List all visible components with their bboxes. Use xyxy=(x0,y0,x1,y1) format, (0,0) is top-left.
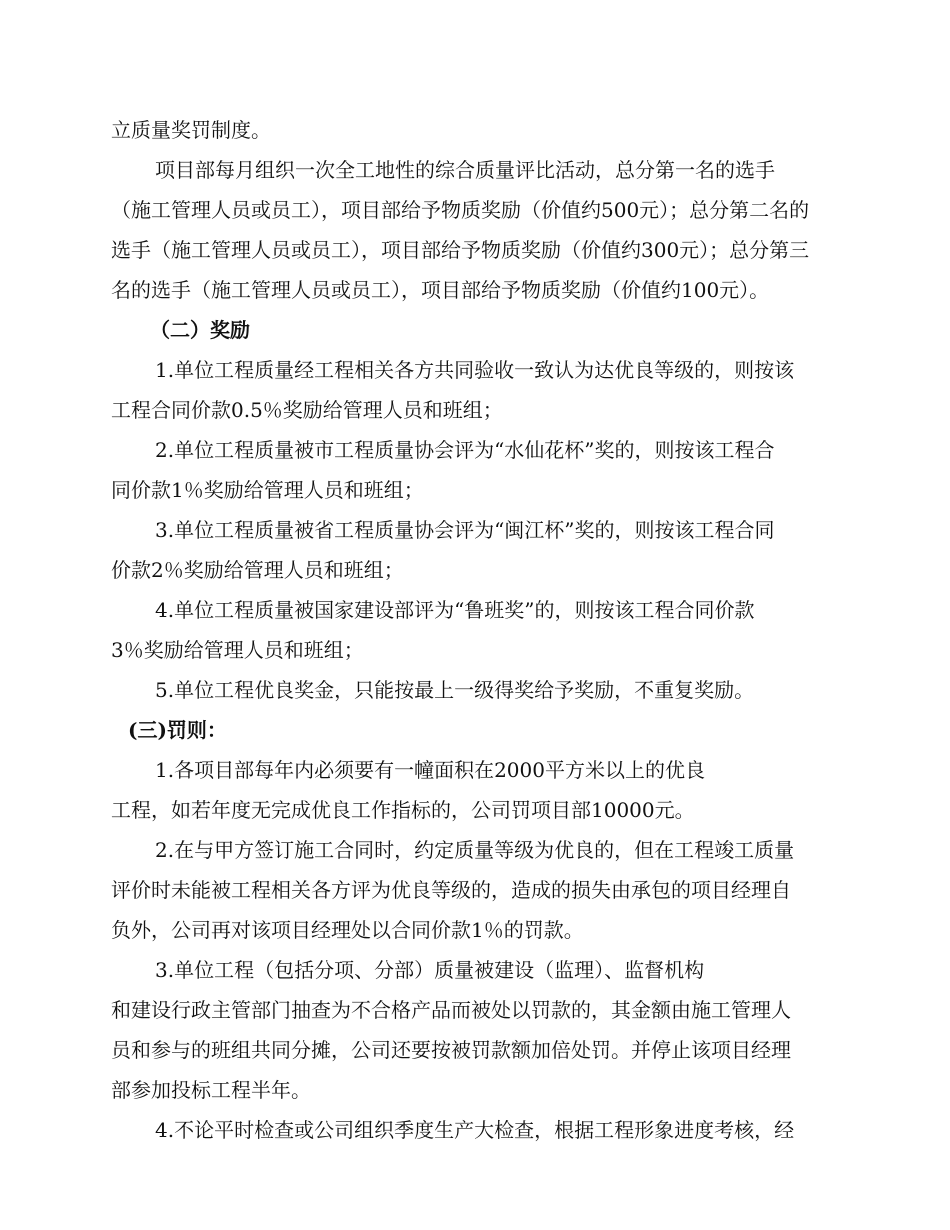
paragraph-line: 5.单位工程优良奖金，只能按最上一级得奖给予奖励，不重复奖励。 xyxy=(155,678,755,702)
paragraph-line: 立质量奖罚制度。 xyxy=(111,118,271,142)
paragraph-line: 1.单位工程质量经工程相关各方共同验收一致认为达优良等级的，则按该 xyxy=(155,358,795,382)
section-heading-penalties: (三)罚则： xyxy=(128,718,227,742)
paragraph-line: 员和参与的班组共同分摊，公司还要按被罚款额加倍处罚。并停止该项目经理 xyxy=(111,1038,791,1062)
paragraph-line: 2.单位工程质量被市工程质量协会评为“水仙花杯”奖的，则按该工程合 xyxy=(155,438,775,462)
paragraph-line: 2.在与甲方签订施工合同时，约定质量等级为优良的，但在工程竣工质量 xyxy=(155,838,795,862)
paragraph-line: 工程，如若年度无完成优良工作指标的，公司罚项目部10000元。 xyxy=(111,798,695,822)
paragraph-line: 项目部每月组织一次全工地性的综合质量评比活动，总分第一名的选手 xyxy=(155,158,775,182)
paragraph-line: 和建设行政主管部门抽查为不合格产品而被处以罚款的，其金额由施工管理人 xyxy=(111,998,791,1022)
paragraph-line: 同价款1％奖励给管理人员和班组； xyxy=(111,478,424,502)
paragraph-line: 名的选手（施工管理人员或员工），项目部给予物质奖励（价值约100元）。 xyxy=(111,278,770,302)
paragraph-line: 1.各项目部每年内必须要有一幢面积在2000平方米以上的优良 xyxy=(155,758,705,782)
paragraph-line: 4.不论平时检查或公司组织季度生产大检查，根据工程形象进度考核，经 xyxy=(155,1118,795,1142)
paragraph-line: 3.单位工程质量被省工程质量协会评为“闽江杯”奖的，则按该工程合同 xyxy=(155,518,775,542)
paragraph-line: 选手（施工管理人员或员工），项目部给予物质奖励（价值约300元）；总分第三 xyxy=(111,238,810,262)
paragraph-line: 4.单位工程质量被国家建设部评为“鲁班奖”的，则按该工程合同价款 xyxy=(155,598,755,622)
paragraph-line: 价款2％奖励给管理人员和班组； xyxy=(111,558,404,582)
paragraph-line: 工程合同价款0.5％奖励给管理人员和班组； xyxy=(111,398,503,422)
section-heading-rewards: （二）奖励 xyxy=(150,318,250,342)
paragraph-line: 部参加投标工程半年。 xyxy=(111,1078,311,1102)
paragraph-line: （施工管理人员或员工），项目部给予物质奖励（价值约500元）；总分第二名的 xyxy=(111,198,810,222)
paragraph-line: 负外，公司再对该项目经理处以合同价款1％的罚款。 xyxy=(111,918,584,942)
paragraph-line: 3.单位工程（包括分项、分部）质量被建设（监理）、监督机构 xyxy=(155,958,705,982)
paragraph-line: 评价时未能被工程相关各方评为优良等级的，造成的损失由承包的项目经理自 xyxy=(111,878,791,902)
paragraph-line: 3％奖励给管理人员和班组； xyxy=(111,638,364,662)
